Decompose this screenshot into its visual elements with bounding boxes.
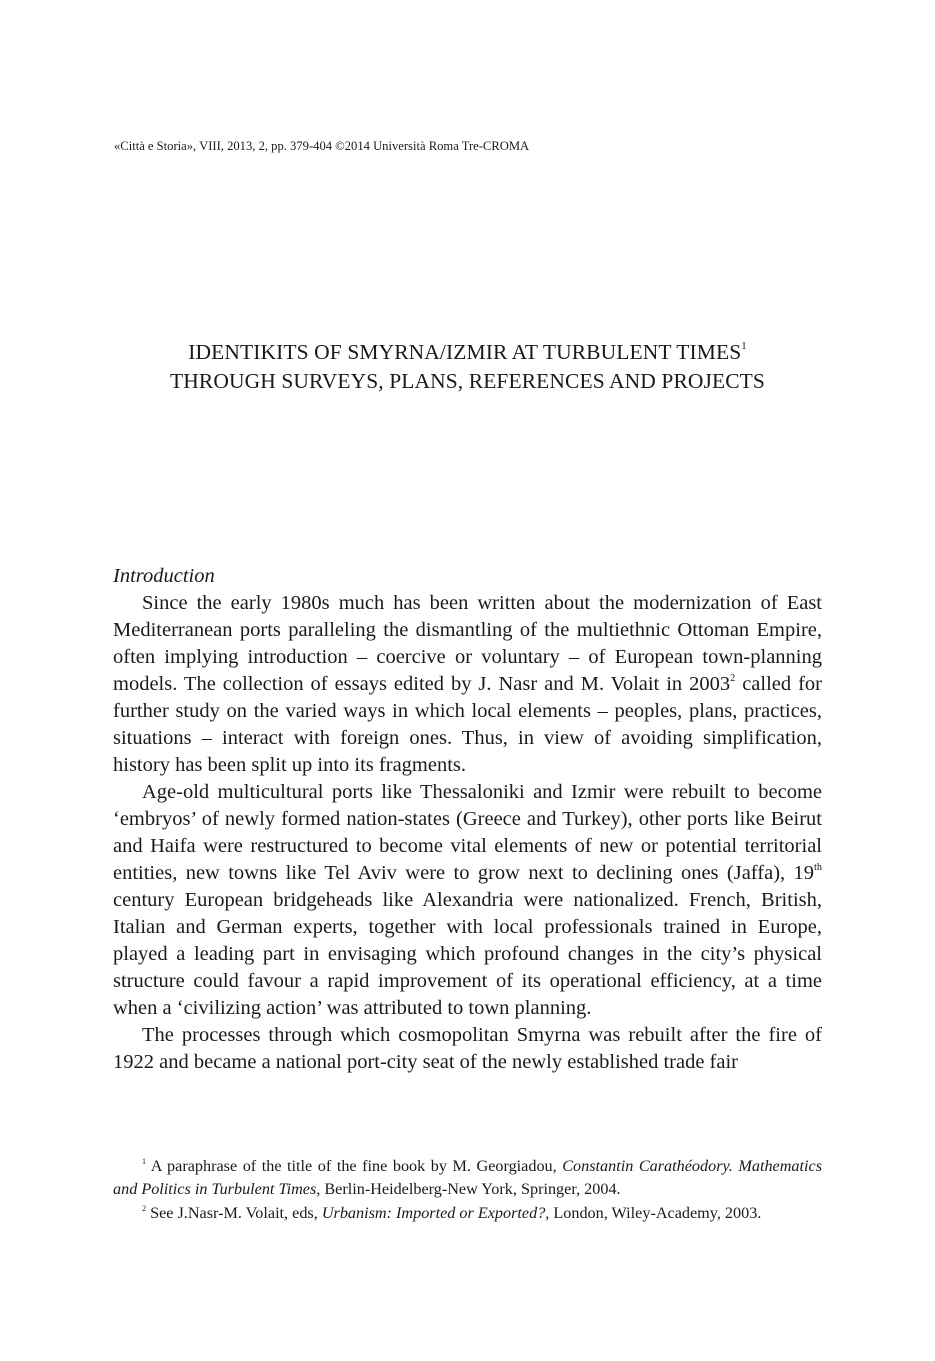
section-heading: Introduction <box>113 565 215 587</box>
footnote-1 <box>113 1155 822 1202</box>
footnote-2-text-a: See J.Nasr-M. Volait, eds, <box>146 1203 322 1222</box>
footnote-2-text-b: , London, Wiley-Academy, 2003. <box>545 1203 762 1222</box>
paragraph-1-part-b: called for further study on the varied ways in which local elements – peoples, plans, practices, situations – interact with foreign ones. Thus, in view of avoiding simplification, history has been split up into its fragments. <box>113 673 823 776</box>
ordinal-superscript: th <box>814 861 822 873</box>
title-footnote-ref[interactable]: 1 <box>741 340 747 353</box>
footnote-2-book-title: Urbanism: Imported or Exported? <box>321 1203 546 1222</box>
footnote-ref-2[interactable]: 2 <box>730 672 736 684</box>
body-text <box>113 590 822 1076</box>
footnotes <box>113 1155 822 1225</box>
paragraph-1 <box>113 590 822 779</box>
footnote-2 <box>113 1202 822 1225</box>
running-header: «Città e Storia», VIII, 2013, 2, pp. 379-404 ©2014 Università Roma Tre-CROMA <box>114 139 530 153</box>
footnote-1-book-title: Constantin Carathéodory. Mathematics and Politics in Turbulent Times <box>113 1157 823 1199</box>
footnote-1-text-a: A paraphrase of the title of the fine book by M. Georgiadou, <box>146 1157 563 1175</box>
title-line-1 <box>0 338 935 367</box>
footnote-1-text-b: , Berlin-Heidelberg-New York, Springer, 2004. <box>316 1180 621 1199</box>
title-line-2: THROUGH SURVEYS, PLANS, REFERENCES AND PROJECTS <box>170 369 765 393</box>
paragraph-2-part-b: century European bridgeheads like Alexandria were nationalized. French, British, Italian and German experts, together with local professionals trained in Europe, played a leading part in envisaging which profound changes in the city’s physical structure could favour a rapid improvement of its operational efficiency, at a time when a ‘civilizing action’ was attributed to town planning. <box>113 889 822 1019</box>
title-line-1-text: IDENTIKITS OF SMYRNA/IZMIR AT TURBULENT TIMES <box>188 340 742 364</box>
paragraph-1-part-a: Since the early 1980s much has been written about the modernization of East Mediterranean ports paralleling the dismantling of the multiethnic Ottoman Empire, often implying introduction – coercive or voluntary – of European town-planning models. The collection of essays edited by J. Nasr and M. Volait in 2003 <box>113 592 822 695</box>
paragraph-3: The processes through which cosmopolitan Smyrna was rebuilt after the fire of 1922 and became a national port-city seat of the newly established trade fair <box>113 1024 822 1073</box>
paragraph-2 <box>113 779 822 1022</box>
paragraph-2-part-a: Age-old multicultural ports like Thessaloniki and Izmir were rebuilt to become ‘embryos’ of newly formed nation-states (Greece and Turkey), other ports like Beirut and Haifa were restructured to become vital elements of new or potential territorial entities, new towns like Tel Aviv were to grow next to declining ones (Jaffa), 19 <box>113 781 822 884</box>
article-title <box>0 338 935 396</box>
footnote-2-mark: 2 <box>142 1203 147 1213</box>
footnote-1-mark: 1 <box>142 1156 147 1166</box>
